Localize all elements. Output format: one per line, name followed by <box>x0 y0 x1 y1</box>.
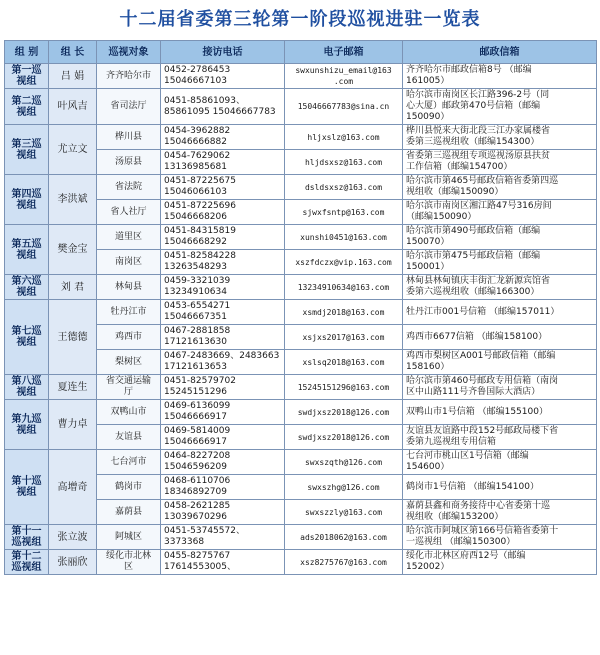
address-text: 哈尔滨市第475号邮政信箱（邮编 150001） <box>406 251 541 272</box>
email-cell <box>285 550 403 575</box>
target-text: 梨树区 <box>114 356 142 367</box>
email-text: swdjxsz2018@126.com <box>297 407 390 417</box>
phone-text: 0451-87225675 15046066103 <box>164 176 236 197</box>
email-text: xsjxs2017@163.com <box>302 332 385 342</box>
phone-text: 0451-82584228 13263548293 <box>164 251 236 272</box>
group-label: 第三巡 视组 <box>11 138 42 161</box>
table-row <box>5 300 597 325</box>
target-text: 省交通运输 厅 <box>105 376 151 397</box>
target-cell <box>97 175 161 200</box>
target-text: 桦川县 <box>114 131 142 142</box>
group-cell <box>5 375 49 400</box>
address-cell <box>403 300 597 325</box>
target-cell <box>97 89 161 125</box>
target-cell <box>97 225 161 250</box>
phone-cell <box>161 300 285 325</box>
phone-cell <box>161 400 285 425</box>
target-text: 七台河市 <box>110 456 147 467</box>
address-cell <box>403 375 597 400</box>
phone-cell <box>161 150 285 175</box>
target-cell <box>97 64 161 89</box>
target-text: 林甸县 <box>114 281 142 292</box>
group-label: 第二巡 视组 <box>11 95 42 118</box>
phone-text: 0467-2483669、2483663 17121613653 <box>164 351 280 372</box>
address-text: 双鸭山市1号信箱 （邮编155100） <box>406 406 548 417</box>
target-text: 阿城区 <box>114 531 142 542</box>
table-row <box>5 89 597 125</box>
target-text: 双鸭山市 <box>110 406 147 417</box>
target-cell <box>97 375 161 400</box>
leader-cell: 张立波 <box>49 525 97 550</box>
target-cell <box>97 150 161 175</box>
group-label: 第五巡 视组 <box>11 238 42 261</box>
phone-cell <box>161 425 285 450</box>
address-text: 省委第三巡视组专项巡视汤原县扶贫 工作信箱（邮编154700） <box>406 151 551 172</box>
phone-cell <box>161 175 285 200</box>
email-cell <box>285 350 403 375</box>
address-text: 鸡西市梨树区A001号邮政信箱（邮编 158160） <box>406 351 556 372</box>
email-text: xunshi0451@163.com <box>300 232 387 242</box>
leader-cell: 王德德 <box>49 300 97 375</box>
group-cell <box>5 175 49 225</box>
address-text: 鸡西市6677信箱 （邮编158100） <box>406 331 548 342</box>
leader-cell: 樊金宝 <box>49 225 97 275</box>
target-cell <box>97 350 161 375</box>
address-text: 哈尔滨市南岗区湘江路47号316房间 （邮编150090） <box>406 201 552 222</box>
leader-cell: 夏连生 <box>49 375 97 400</box>
address-text: 哈尔滨市阿城区第166号信箱省委第十 一巡视组 （邮编150300） <box>406 526 559 547</box>
address-cell <box>403 250 597 275</box>
table-row <box>5 450 597 475</box>
email-cell <box>285 450 403 475</box>
target-cell <box>97 275 161 300</box>
inspection-table <box>4 40 597 575</box>
table-row <box>5 275 597 300</box>
group-cell <box>5 275 49 300</box>
header-leader: 组 长 <box>49 41 97 64</box>
phone-cell <box>161 525 285 550</box>
address-cell <box>403 500 597 525</box>
table-row <box>5 225 597 250</box>
address-cell <box>403 400 597 425</box>
email-text: hljxslz@163.com <box>307 132 380 142</box>
group-cell <box>5 300 49 375</box>
phone-text: 0469-5814009 15046666917 <box>164 426 231 447</box>
email-cell <box>285 125 403 150</box>
target-text: 齐齐哈尔市 <box>105 70 151 81</box>
target-cell <box>97 300 161 325</box>
email-text: swdjxsz2018@126.com <box>297 432 390 442</box>
group-label: 第一巡 视组 <box>11 65 42 87</box>
address-cell <box>403 550 597 575</box>
group-label: 第八巡 视组 <box>11 376 42 398</box>
leader-cell: 刘 君 <box>49 275 97 300</box>
address-cell <box>403 450 597 475</box>
table-row <box>5 375 597 400</box>
email-text: 13234910634@163.com <box>297 282 390 292</box>
email-cell <box>285 89 403 125</box>
phone-text: 0454-7629062 13136985681 <box>164 151 231 172</box>
group-cell <box>5 89 49 125</box>
email-text: xsz8275767@163.com <box>300 557 387 567</box>
email-cell <box>285 150 403 175</box>
phone-cell <box>161 550 285 575</box>
table-header-row <box>5 41 597 64</box>
email-cell <box>285 475 403 500</box>
email-cell <box>285 175 403 200</box>
phone-text: 0459-3321039 13234910634 <box>164 276 231 297</box>
group-cell <box>5 450 49 525</box>
leader-cell: 曹力卓 <box>49 400 97 450</box>
header-target: 巡视对象 <box>97 41 161 64</box>
email-text: xslsq2018@163.com <box>302 357 385 367</box>
phone-cell <box>161 500 285 525</box>
phone-text: 0468-6110706 18346892709 <box>164 476 231 497</box>
email-cell <box>285 275 403 300</box>
target-cell <box>97 200 161 225</box>
address-text: 七台河市桃山区1号信箱（邮编 154600） <box>406 451 529 472</box>
phone-cell <box>161 475 285 500</box>
phone-text: 0453-6554271 15046667351 <box>164 301 231 322</box>
email-text: ads2018062@163.com <box>300 532 387 542</box>
target-cell <box>97 500 161 525</box>
leader-cell: 吕 娟 <box>49 64 97 89</box>
email-text: xszfdczx@vip.163.com <box>295 257 392 267</box>
address-text: 齐齐哈尔市邮政信箱8号 （邮编 161005） <box>406 65 532 86</box>
email-text: 15046667783@sina.cn <box>297 102 390 111</box>
table-row <box>5 175 597 200</box>
target-cell <box>97 550 161 575</box>
phone-cell <box>161 64 285 89</box>
group-label: 第七巡 视组 <box>11 326 42 348</box>
address-text: 友谊县友谊路中段152号邮政局楼下省 委第九巡视组专用信箱 <box>406 426 559 447</box>
phone-text: 0451-53745572、 3373368 <box>164 526 245 547</box>
email-cell <box>285 250 403 275</box>
group-cell <box>5 125 49 175</box>
email-text: swxszqth@126.com <box>304 457 383 467</box>
leader-cell: 叶风吉 <box>49 89 97 125</box>
group-cell <box>5 64 49 89</box>
address-cell <box>403 325 597 350</box>
leader-cell: 李洪斌 <box>49 175 97 225</box>
email-text: hljdsxsz@163.com <box>304 157 383 167</box>
table-body <box>5 64 597 575</box>
address-text: 哈尔滨市第460号邮政专用信箱（南岗 区中山路111号齐鲁国际大酒店） <box>406 376 559 397</box>
target-cell <box>97 125 161 150</box>
target-text: 牡丹江市 <box>110 306 147 317</box>
email-cell <box>285 425 403 450</box>
address-text: 林甸县林甸镇庆丰街汇龙新源宾馆省 委第六巡视组收（邮编166300） <box>406 276 551 297</box>
address-text: 绥化市北林区府西12号（邮编 152002） <box>406 551 526 572</box>
target-text: 友谊县 <box>114 431 142 442</box>
phone-text: 0451-85861093、 85861095 15046667783 <box>164 95 276 117</box>
address-text: 嘉荫县鑫和商务接待中心省委第十巡 视组收（邮编153200） <box>406 501 551 522</box>
address-cell <box>403 125 597 150</box>
target-text: 嘉荫县 <box>114 506 142 517</box>
group-cell <box>5 525 49 550</box>
table-row <box>5 64 597 89</box>
target-text: 汤原县 <box>114 156 142 167</box>
target-cell <box>97 250 161 275</box>
email-text: swxszhg@126.com <box>307 482 380 492</box>
phone-cell <box>161 375 285 400</box>
target-text: 南岗区 <box>114 256 142 267</box>
email-text: xsmdj2018@163.com <box>302 307 385 317</box>
address-cell <box>403 200 597 225</box>
phone-text: 0455-8275767 17614553005、 <box>164 551 236 572</box>
group-label: 第六巡 视组 <box>11 276 42 298</box>
target-text: 道里区 <box>114 231 142 242</box>
address-cell <box>403 64 597 89</box>
address-text: 哈尔滨市第465号邮政信箱省委第四巡 视组收（邮编150090） <box>406 176 559 197</box>
leader-cell: 尤立文 <box>49 125 97 175</box>
email-cell <box>285 200 403 225</box>
address-cell <box>403 525 597 550</box>
target-cell <box>97 475 161 500</box>
address-cell <box>403 150 597 175</box>
target-text: 省人社厅 <box>110 206 147 217</box>
phone-text: 0451-82579702 15245151296 <box>164 376 236 397</box>
table-row <box>5 525 597 550</box>
address-text: 哈尔滨市第490号邮政信箱（邮编 150070） <box>406 226 541 247</box>
group-cell <box>5 550 49 575</box>
email-cell <box>285 400 403 425</box>
group-cell <box>5 400 49 450</box>
phone-cell <box>161 350 285 375</box>
target-cell <box>97 425 161 450</box>
email-text: swxunshizu_email@163 .com <box>295 66 392 86</box>
address-cell <box>403 175 597 200</box>
phone-text: 0451-87225696 15046668206 <box>164 201 236 222</box>
phone-cell <box>161 200 285 225</box>
phone-cell <box>161 325 285 350</box>
address-cell <box>403 425 597 450</box>
email-cell <box>285 225 403 250</box>
phone-cell <box>161 250 285 275</box>
email-text: sjwxfsntp@163.com <box>302 207 385 217</box>
group-cell <box>5 225 49 275</box>
address-text: 牡丹江市001号信箱 （邮编157011） <box>406 306 560 317</box>
group-label: 第十二 巡视组 <box>11 551 42 573</box>
phone-text: 0469-6136099 15046666917 <box>164 401 231 422</box>
address-cell <box>403 475 597 500</box>
leader-cell: 高增奇 <box>49 450 97 525</box>
phone-cell <box>161 125 285 150</box>
email-cell <box>285 64 403 89</box>
phone-cell <box>161 450 285 475</box>
email-text: dsldsxsz@163.com <box>304 182 383 192</box>
address-text: 鹤岗市1号信箱 （邮编154100） <box>406 481 539 492</box>
target-text: 绥化市北林 区 <box>105 551 151 572</box>
header-group: 组 别 <box>5 41 49 64</box>
target-cell <box>97 400 161 425</box>
table-row <box>5 125 597 150</box>
email-cell <box>285 300 403 325</box>
address-cell <box>403 89 597 125</box>
phone-text: 0454-3962882 15046666882 <box>164 126 231 147</box>
phone-text: 0451-84315819 15046668292 <box>164 226 236 247</box>
group-label: 第十巡 视组 <box>11 476 42 498</box>
address-cell <box>403 350 597 375</box>
address-text: 桦川县悦来大街北段三江办家属楼省 委第三巡视组收（邮编154300） <box>406 126 551 147</box>
group-label: 第十一 巡视组 <box>11 526 42 548</box>
phone-text: 0452-2786453 15046667103 <box>164 65 231 86</box>
address-text: 哈尔滨市南岗区长江路396-2号（同 心大厦）邮政第470号信箱（邮编 150090） <box>406 90 550 122</box>
phone-cell <box>161 225 285 250</box>
header-email: 电子邮箱 <box>285 41 403 64</box>
header-phone: 接访电话 <box>161 41 285 64</box>
table-row <box>5 400 597 425</box>
email-cell <box>285 500 403 525</box>
email-text: 15245151296@163.com <box>297 382 390 392</box>
target-text: 鹤岗市 <box>114 481 142 492</box>
target-text: 省法院 <box>114 181 142 192</box>
address-cell <box>403 225 597 250</box>
phone-text: 0467-2881858 17121613630 <box>164 326 231 347</box>
phone-cell <box>161 89 285 125</box>
table-row <box>5 550 597 575</box>
phone-text: 0464-8227208 15046596209 <box>164 451 231 472</box>
target-cell <box>97 450 161 475</box>
email-cell <box>285 375 403 400</box>
group-label: 第四巡 视组 <box>11 188 42 211</box>
email-cell <box>285 325 403 350</box>
page-title: 十二届省委第三轮第一阶段巡视进驻一览表 <box>119 9 481 30</box>
email-cell <box>285 525 403 550</box>
leader-cell: 张丽欣 <box>49 550 97 575</box>
header-address: 邮政信箱 <box>403 41 597 64</box>
target-cell <box>97 525 161 550</box>
address-cell <box>403 275 597 300</box>
email-text: swxszzly@163.com <box>304 507 383 517</box>
target-text: 省司法厅 <box>110 101 147 111</box>
target-text: 鸡西市 <box>114 331 142 342</box>
target-cell <box>97 325 161 350</box>
phone-cell <box>161 275 285 300</box>
group-label: 第九巡 视组 <box>11 413 42 436</box>
phone-text: 0458-2621285 13039670296 <box>164 501 231 522</box>
